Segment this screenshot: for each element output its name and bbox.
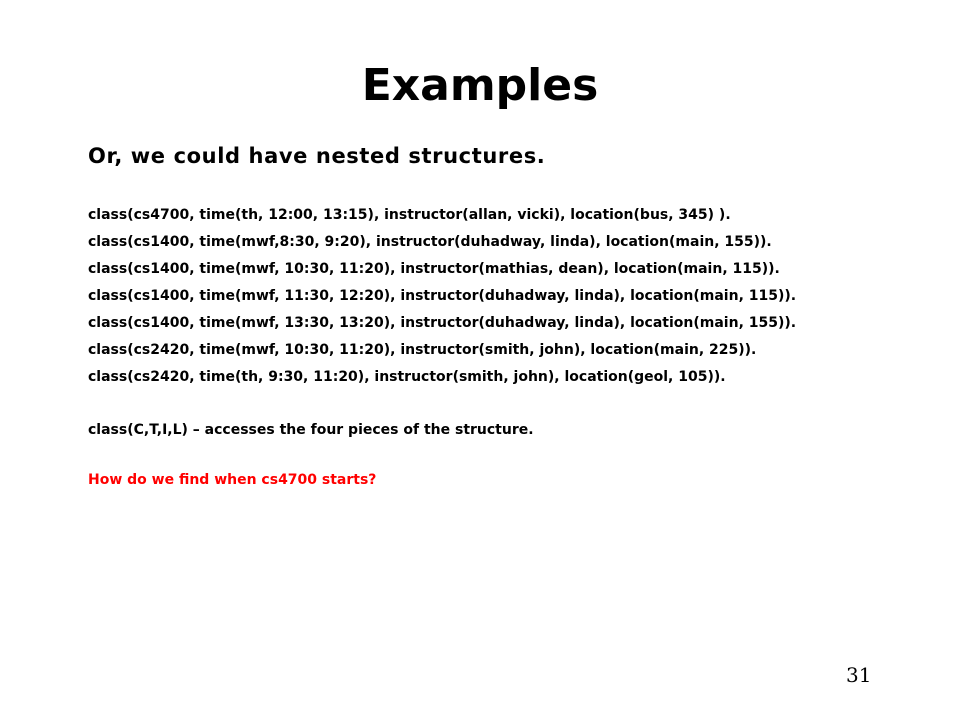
code-example-list bbox=[88, 202, 796, 391]
code-line: class(cs1400, time(mwf, 10:30, 11:20), instructor(mathias, dean), location(main, 115)). bbox=[88, 261, 780, 277]
page-number: 31 bbox=[846, 663, 872, 687]
question-text: How do we find when cs4700 starts? bbox=[88, 472, 377, 488]
code-line: class(cs4700, time(th, 12:00, 13:15), instructor(allan, vicki), location(bus, 345) ). bbox=[88, 207, 731, 223]
code-line: class(cs2420, time(th, 9:30, 11:20), instructor(smith, john), location(geol, 105)). bbox=[88, 369, 726, 385]
code-line: class(cs1400, time(mwf, 11:30, 12:20), instructor(duhadway, linda), location(main, 115)). bbox=[88, 288, 797, 304]
code-line: class(cs2420, time(mwf, 10:30, 11:20), instructor(smith, john), location(main, 225)). bbox=[88, 342, 757, 358]
code-line: class(cs1400, time(mwf,8:30, 9:20), instructor(duhadway, linda), location(main, 155)). bbox=[88, 234, 772, 250]
slide-title: Examples bbox=[361, 60, 599, 111]
code-line: class(cs1400, time(mwf, 13:30, 13:20), instructor(duhadway, linda), location(main, 155)). bbox=[88, 315, 797, 331]
slide-subtitle: Or, we could have nested structures. bbox=[88, 144, 546, 168]
structure-explanation: class(C,T,I,L) – accesses the four pieces of the structure. bbox=[88, 422, 534, 438]
